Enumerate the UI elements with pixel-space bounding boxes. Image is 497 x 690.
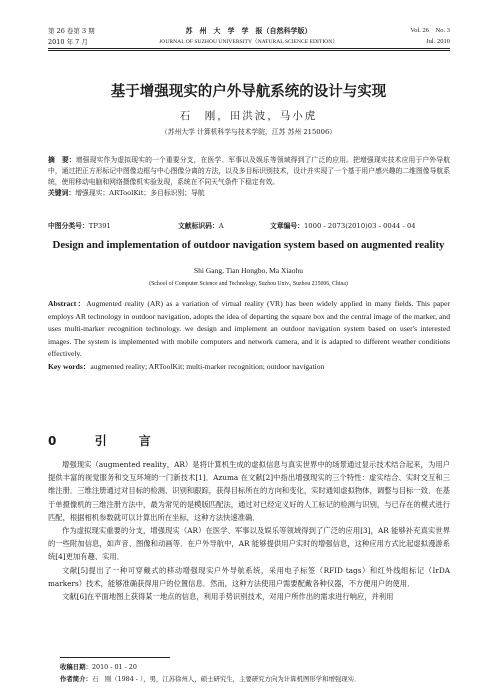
- header-rule-bottom: [48, 50, 450, 51]
- footnote-rule: [60, 657, 170, 658]
- section-number: 0: [48, 434, 67, 448]
- body-text: [48, 458, 450, 603]
- date-zh: 2010 年 7 月: [48, 38, 88, 46]
- header-rule-top: [48, 48, 450, 49]
- keywords-zh: 增强现实；ARToolKit；多目标识别；导航: [75, 189, 205, 197]
- section-title: 引 言: [94, 434, 161, 448]
- author-bio-text: 石 刚（1984 - ），男，江苏徐州人，硕士研究生，主要研究方向为计算机图形学和增强现实．: [91, 675, 361, 683]
- author-bio: [60, 674, 460, 683]
- received-date: [60, 662, 460, 671]
- doc-code-value: A: [218, 222, 224, 230]
- keywords-label-zh: 关键词：: [48, 189, 76, 197]
- abstract-label-zh: 摘 要：: [48, 156, 76, 164]
- body-paragraph-4: 文献[6]在平面地图上获得某一地点的信息，利用手势识别技术，对用户所作出的需求进行响应，并利用: [62, 592, 394, 602]
- journal-name-en: JOURNAL OF SUZHOU UNIVERSITY（NATURAL SCIENCE EDITION）: [159, 39, 338, 45]
- authors-en: Shi Gang, Tian Hongbo, Ma Xiaohu: [194, 266, 303, 275]
- doc-code-field: [178, 220, 224, 230]
- clc-label: 中图分类号：: [48, 222, 89, 230]
- abstract-label-en: Abstract：: [48, 299, 87, 308]
- abstract-text-zh: 增强现实作为虚拟现实的一个重要分支，在医学、军事以及娱乐等领域得到了广泛的应用。把增强现实技术应用于户外导航中，通过把正方形标记中图像边框与中心图像分离的方法，以及多目标识别技术，设计并实现了一个基于用户感兴趣的二维图像导航系统，使用移动电脑和网络摄像机实验发现，系统在不同天气条件下稳定有效。: [48, 156, 450, 186]
- abstract-zh: [48, 155, 450, 199]
- doc-code-label: 文献标识码：: [178, 222, 219, 230]
- clc-field: [48, 220, 111, 230]
- article-no-value: 1000 - 2073(2010)03 - 0044 - 04: [303, 222, 416, 230]
- article-no-label: 文章编号：: [270, 222, 304, 230]
- received-value: 2010 - 01 - 20: [91, 663, 137, 671]
- affiliation-en: (School of Computer Science and Technology, Suzhou Univ., Suzhou 215006, China): [149, 281, 348, 287]
- article-title-zh: 基于增强现实的户外导航系统的设计与实现: [110, 84, 387, 100]
- body-paragraph-1: 增强现实（augmented reality，AR）是将计算机生成的虚拟信息与真实世界中的场景通过显示技术结合起来，为用户提供丰富的视觉服务和交互环境的一门新技术[1]．Azuma 在文献[2]中指出增强现实的三个特性：虚实结合、实时交互和三维注册．三维注册通过对目标的检测、识别和跟踪，获得目标所在的方向和变化，实时通知虚拟物体，调整与目标一致．在基于单摄像机的三维注册方法中，最为常见的是模版匹配法，通过对已经定义好的人工标记的检测与识别，与已存在的模式进行匹配，根据相机参数就可以计算出所在坐标，这种方法快速准确．: [48, 460, 450, 522]
- article-no-field: [270, 220, 416, 230]
- article-title-en: Design and implementation of outdoor navigation system based on augmented reality: [52, 239, 445, 251]
- body-paragraph-2: 作为虚拟现实重要的分支，增强现实（AR）在医学、军事以及娱乐等领域得到了广泛的应用[3]，AR 能够补充真实世界的一些附加信息，如声音、图像和动画等．在户外导航中，AR 能够提供用户实时的增强信息，这种应用方式比起虚拟漫游系统[4]更加有趣、实用．: [48, 526, 450, 562]
- date-en: Jul. 2010: [426, 38, 450, 45]
- section-heading: [48, 432, 161, 449]
- author-bio-label: 作者简介：: [60, 675, 92, 683]
- journal-name-zh: 苏 州 大 学 学 报（自然科学版）: [185, 27, 312, 35]
- body-paragraph-3: 文献[5]提出了一种可穿戴式的移动增强现实户外导航系统，采用电子标签（RFID tags）和红外线组标记（IrDA markers）技术，能够准确获得用户的位置信息．然而，这种方法使用户需要配戴各种仪器，不方便用户的使用．: [48, 565, 450, 588]
- keywords-label-en: Key words：: [48, 361, 91, 371]
- authors-zh: 石 刚，田洪波，马小虎: [179, 110, 318, 122]
- abstract-text-en: Augmented reality (AR) as a variation of virtual reality (VR) has been widely applied in many fields. This paper employs AR technology in outdoor navigation, adopts the idea of departing the square box and the central image of the marker, and uses multi-marker recognition technology. we design and implement an outdoor navigation system based on user's interested images. The system is implemented with mobile computers and network camera, and it is adapted to different weather conditions effectively.: [48, 299, 450, 359]
- abstract-en: [48, 298, 450, 374]
- volume-en: Vol. 26 No. 3: [410, 27, 450, 34]
- affiliation-zh: （苏州大学 计算机科学与技术学院，江苏 苏州 215006）: [160, 128, 337, 136]
- volume-zh: 第 26 卷第 3 期: [48, 27, 95, 35]
- clc-value: TP391: [88, 222, 111, 230]
- received-label: 收稿日期：: [60, 663, 92, 671]
- keywords-en: augmented reality; ARToolKit; multi-marker recognition; outdoor navigation: [90, 361, 325, 371]
